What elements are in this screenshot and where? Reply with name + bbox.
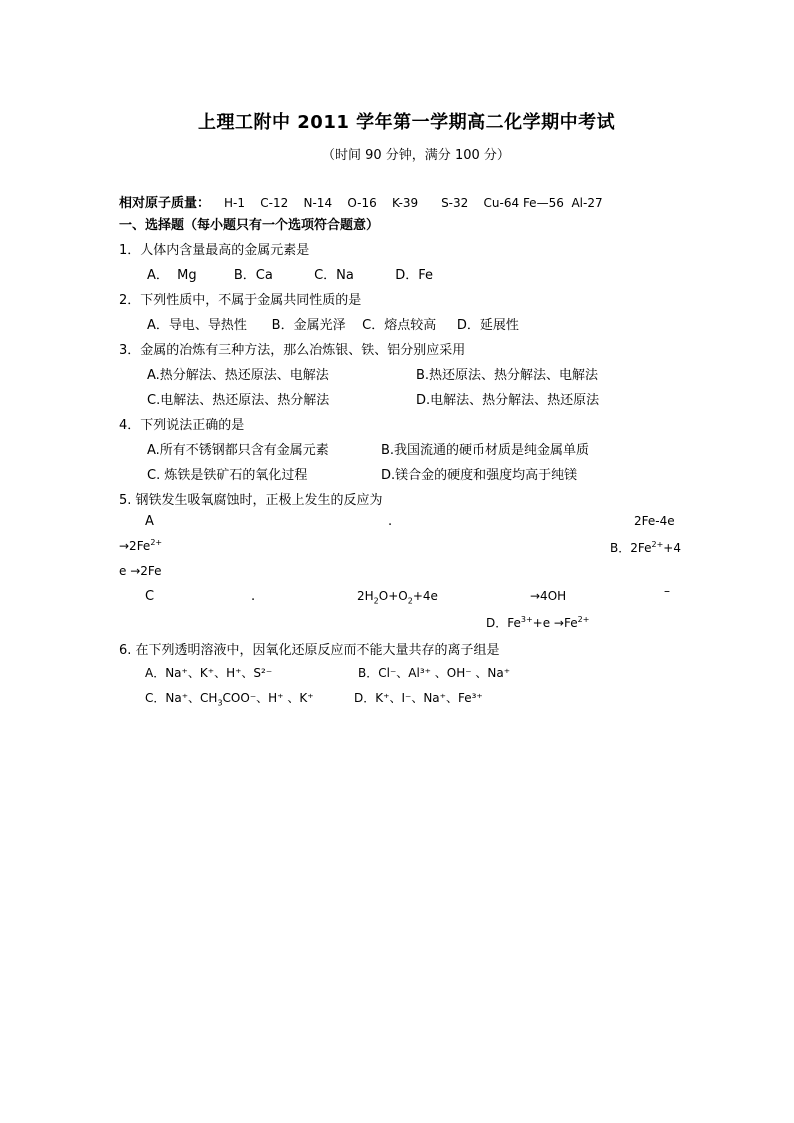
- atomic-mass-label: 相对原子质量：: [119, 196, 211, 211]
- q5-dot-1: .: [388, 514, 393, 529]
- q5-d-charge2: 2+: [577, 615, 590, 624]
- q5-c-sub2: 2: [407, 596, 413, 606]
- q6-stem: 6. 在下列透明溶液中，因氧化还原反应而不能大量共存的离子组是: [119, 643, 500, 658]
- exam-title: 上理工附中 2011 学年第一学期高二化学期中考试: [198, 112, 616, 133]
- q5-c-part3: +4e: [412, 589, 438, 603]
- q5-option-a-letter: A: [145, 514, 154, 529]
- q5-c-part1: 2H: [357, 589, 374, 603]
- q6-option-a: A．Na⁺、K⁺、H⁺、S²⁻: [145, 666, 273, 680]
- q5-option-b-continued: e →2Fe: [119, 564, 162, 578]
- section-heading: 一、选择题（每小题只有一个选项符合题意）: [119, 218, 380, 233]
- q5-stem: 5. 钢铁发生吸氧腐蚀时，正极上发生的反应为: [119, 493, 383, 508]
- q3-option-a: A.热分解法、热还原法、电解法: [147, 368, 329, 383]
- q6-c-part1: C．Na⁺、CH: [145, 691, 218, 705]
- q5-a-arrow-product: →2Fe: [119, 539, 151, 553]
- q6-option-c: [145, 689, 314, 706]
- q5-c-part2: O+O: [378, 589, 408, 603]
- q4-option-d: D.镁合金的硬度和强度均高于纯镁: [381, 468, 578, 483]
- q3-option-d: D.电解法、热分解法、热还原法: [416, 393, 600, 408]
- q5-d-mid: +e →Fe: [532, 616, 578, 630]
- q5-option-c-letter: C: [145, 589, 155, 604]
- atomic-mass-values: H-1 C-12 N-14 O-16 K-39 S-32 Cu-64 Fe—56 Al-27: [224, 196, 603, 210]
- q5-d-label: D．Fe: [486, 616, 521, 630]
- q5-option-a-equation-start: 2Fe-4e: [634, 514, 675, 528]
- q4-option-b: B.我国流通的硬币材质是纯金属单质: [381, 443, 590, 458]
- q6-option-b: B．Cl⁻、Al³⁺ 、OH⁻ 、Na⁺: [358, 666, 511, 680]
- q1-options: A． Mg B．Ca C．Na D．Fe: [147, 268, 433, 283]
- q6-c-sub: 3: [217, 698, 223, 708]
- q5-c-sub1: 2: [373, 596, 379, 606]
- q5-option-d: [486, 614, 589, 631]
- q6-option-d: D．K⁺、I⁻、Na⁺、Fe³⁺: [354, 691, 483, 705]
- q5-b-label: B．2Fe: [610, 541, 652, 555]
- q2-options: A．导电、导热性 B．金属光泽 C．熔点较高 D．延展性: [147, 318, 519, 333]
- q6-c-part2: COO⁻、H⁺ 、K⁺: [222, 691, 314, 705]
- q3-stem: 3．金属的冶炼有三种方法，那么冶炼银、铁、铝分别应采用: [119, 343, 466, 358]
- q5-option-b: [610, 539, 681, 556]
- q3-option-c: C.电解法、热还原法、热分解法: [147, 393, 330, 408]
- q5-d-charge1: 3+: [520, 615, 533, 624]
- q5-b-charge: 2+: [651, 540, 664, 549]
- q5-dot-2: .: [251, 589, 256, 604]
- q1-stem: 1．人体内含量最高的金属元素是: [119, 243, 310, 258]
- exam-subtitle: （时间 90 分钟，满分 100 分）: [322, 148, 510, 163]
- q5-option-a-equation-end: [119, 539, 162, 553]
- q5-option-c-product: →4OH: [530, 589, 567, 603]
- q4-option-c: C. 炼铁是铁矿石的氧化过程: [147, 468, 308, 483]
- q2-stem: 2．下列性质中，不属于金属共同性质的是: [119, 293, 362, 308]
- q3-option-b: B.热还原法、热分解法、电解法: [416, 368, 599, 383]
- q5-option-c-minus: –: [664, 584, 670, 598]
- q4-option-a: A.所有不锈钢都只含有金属元素: [147, 443, 329, 458]
- q5-option-c-equation: [357, 589, 438, 606]
- q5-b-tail: +4: [663, 541, 681, 555]
- q4-stem: 4．下列说法正确的是: [119, 418, 245, 433]
- atomic-mass-line: [119, 192, 603, 211]
- q5-a-charge: 2+: [150, 538, 163, 547]
